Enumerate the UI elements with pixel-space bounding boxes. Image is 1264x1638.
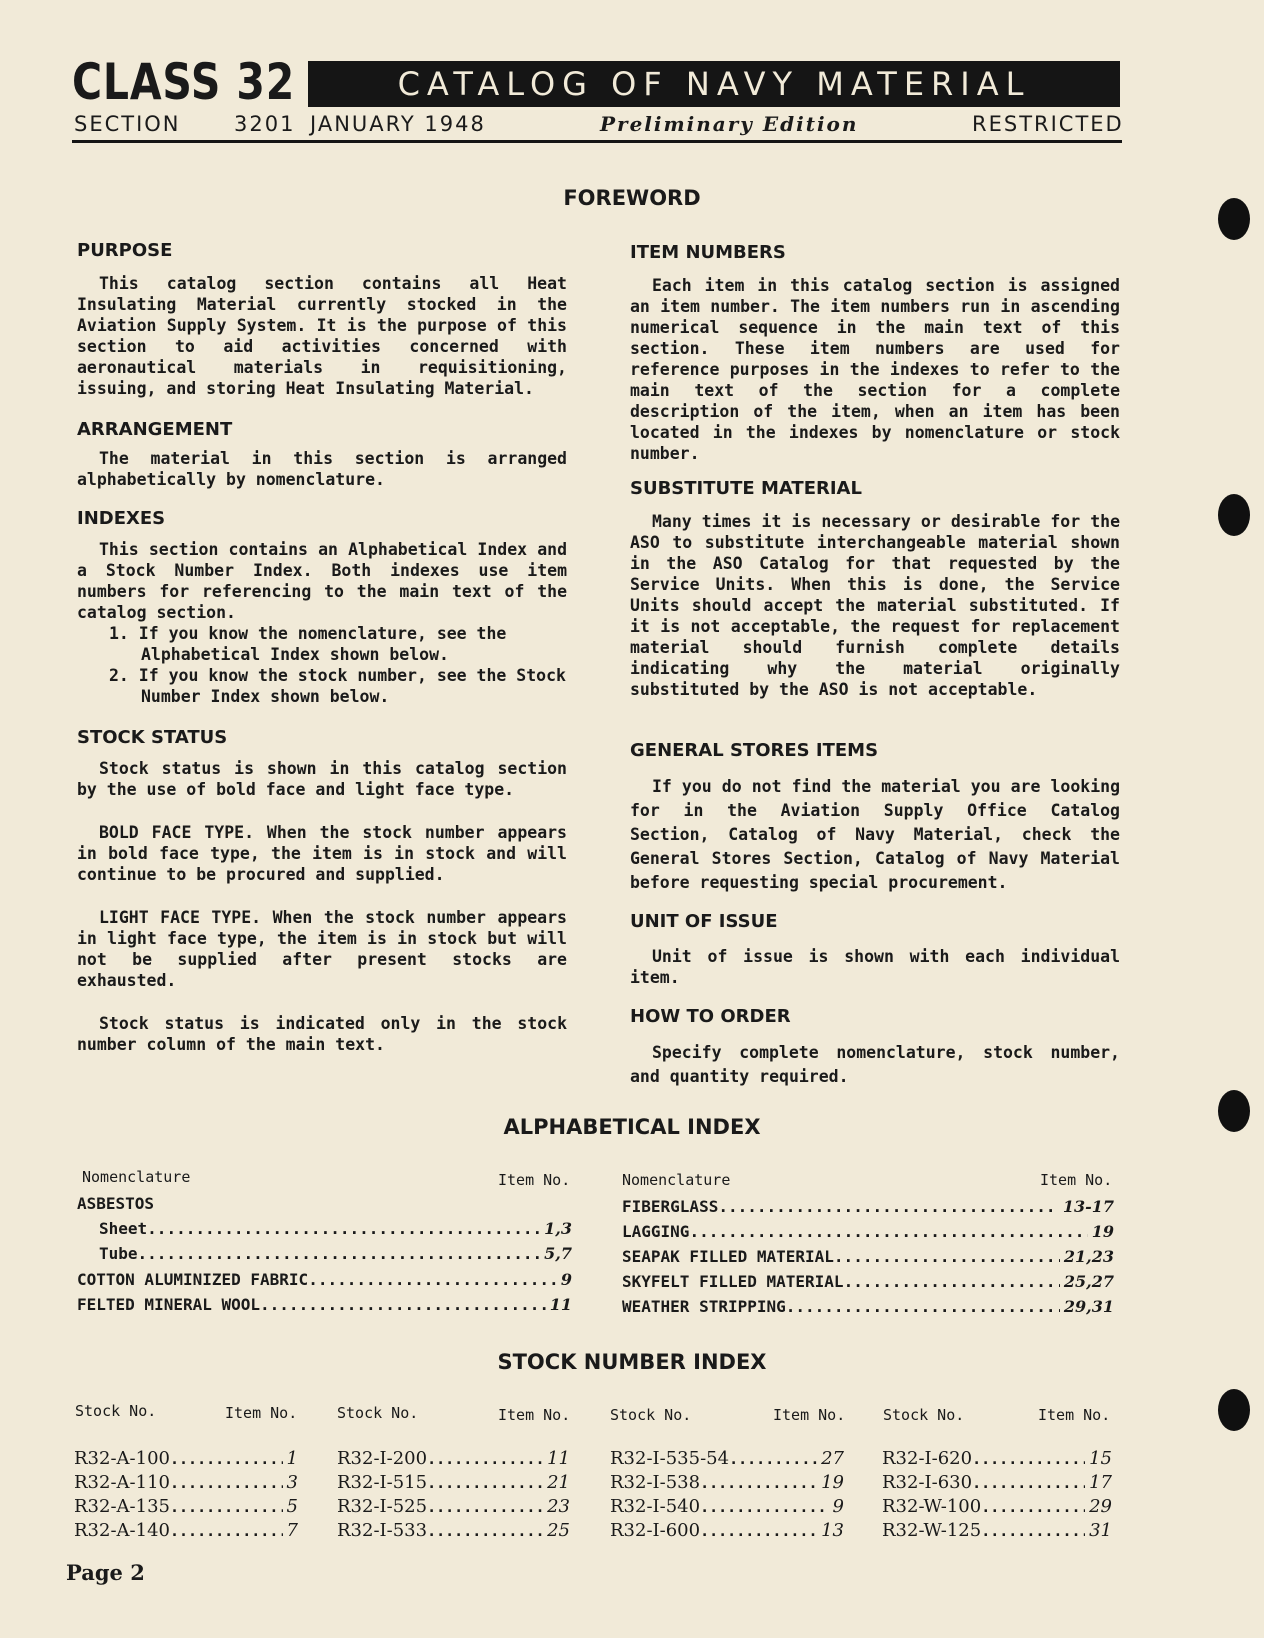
stock-entry: R32-W-100 ..... 29 bbox=[882, 1495, 1112, 1519]
purpose-heading: PURPOSE bbox=[77, 240, 173, 261]
stock-entry: R32-A-100 ..... 1 bbox=[74, 1447, 298, 1471]
index-entry: FELTED MINERAL WOOL ..... 11 bbox=[77, 1293, 572, 1317]
unit-of-issue-text: Unit of issue is shown with each individual item. bbox=[630, 947, 1120, 987]
index-entry: Sheet ..... 1,3 bbox=[99, 1217, 572, 1241]
substitute-heading: SUBSTITUTE MATERIAL bbox=[630, 478, 862, 499]
arrangement-heading: ARRANGEMENT bbox=[77, 419, 233, 440]
stock-entry: R32-I-525 ..... 23 bbox=[337, 1495, 570, 1519]
right-column bbox=[630, 242, 1120, 1089]
stock-col-item: Item No. bbox=[498, 1406, 571, 1424]
page-number: Page 2 bbox=[66, 1560, 145, 1585]
stock-entry: R32-A-110 ..... 3 bbox=[74, 1471, 298, 1495]
stock-entry: R32-I-538 ..... 19 bbox=[610, 1471, 844, 1495]
index-entry: SKYFELT FILLED MATERIAL ..... 25,27 bbox=[622, 1270, 1114, 1294]
alpha-col-item: Item No. bbox=[1040, 1171, 1113, 1189]
stock-col-item: Item No. bbox=[1038, 1406, 1111, 1424]
stock-entry: R32-W-125 ..... 31 bbox=[882, 1519, 1112, 1543]
stock-status-heading: STOCK STATUS bbox=[77, 727, 228, 748]
punch-hole bbox=[1218, 1389, 1250, 1431]
bold-face-text: BOLD FACE TYPE. When the stock number appears in bold face type, the item is in stock and will continue to be procured and supplied. bbox=[77, 823, 567, 884]
stock-col-stock: Stock No. bbox=[75, 1402, 157, 1420]
index-entry: LAGGING ..... 19 bbox=[622, 1220, 1114, 1244]
stock-entry: R32-I-515 ..... 21 bbox=[337, 1471, 570, 1495]
arrangement-text: The material in this section is arranged alphabetically by nomenclature. bbox=[77, 449, 567, 489]
substitute-text: Many times it is necessary or desirable for the ASO to substitute interchangeable material shown in the ASO Catalog for that requested by the Service Units. When this is done, the Service Units should accept the material substituted. If it is not acceptable, the request for replacement material should furnish complete details indicating why the material originally substituted by the ASO is not acceptable. bbox=[630, 512, 1120, 699]
stock-entry: R32-I-620 ..... 15 bbox=[882, 1447, 1112, 1471]
index-entry: SEAPAK FILLED MATERIAL ..... 21,23 bbox=[622, 1245, 1114, 1269]
section-label: SECTION bbox=[74, 112, 181, 136]
class-title: CLASS 32 bbox=[72, 53, 296, 111]
light-face-text: LIGHT FACE TYPE. When the stock number appears in light face type, the item is in stock but will not be supplied after present stocks are exhausted. bbox=[77, 908, 567, 990]
stock-col-item: Item No. bbox=[225, 1404, 298, 1422]
general-stores-heading: GENERAL STORES ITEMS bbox=[630, 740, 879, 761]
purpose-text: This catalog section contains all Heat Insulating Material currently stocked in the Aviation Supply System. It is the purpose of this section to aid activities concerned with aeronautical materials in requisitioning, issuing, and storing Heat Insulating Material. bbox=[77, 274, 567, 398]
stock-col-stock: Stock No. bbox=[610, 1406, 692, 1424]
classification-label: RESTRICTED bbox=[972, 112, 1124, 136]
section-number: 3201 bbox=[234, 112, 296, 136]
list-item: 1. If you know the nomenclature, see the Alphabetical Index shown below. bbox=[109, 624, 507, 664]
foreword-title: FOREWORD bbox=[563, 186, 701, 210]
stock-entry: R32-I-540 ..... 9 bbox=[610, 1495, 844, 1519]
index-entry: WEATHER STRIPPING ..... 29,31 bbox=[622, 1295, 1114, 1319]
item-numbers-heading: ITEM NUMBERS bbox=[630, 242, 786, 263]
general-stores-text: If you do not find the material you are looking for in the Aviation Supply Office Catalog Section, Catalog of Navy Material, check the General Stores Section, Catalog of Navy Material before requesting special procurement. bbox=[630, 777, 1120, 892]
stock-status-note: Stock status is indicated only in the stock number column of the main text. bbox=[77, 1014, 567, 1054]
unit-of-issue-heading: UNIT OF ISSUE bbox=[630, 911, 778, 932]
stock-col-stock: Stock No. bbox=[337, 1404, 419, 1422]
stock-entry: R32-I-535-54 ..... 27 bbox=[610, 1447, 844, 1471]
item-numbers-text: Each item in this catalog section is assigned an item number. The item numbers run in ascending numerical sequence in the main text of this section. These item numbers are used for reference purposes in the indexes to refer to the main text of the section for a complete description of the item, when an item has been located in the indexes by nomenclature or stock number. bbox=[630, 276, 1120, 463]
indexes-heading: INDEXES bbox=[77, 508, 166, 529]
index-entry: ASBESTOS bbox=[77, 1194, 155, 1213]
issue-date: JANUARY 1948 bbox=[310, 112, 486, 136]
alpha-col-nomenclature: Nomenclature bbox=[622, 1171, 731, 1189]
alphabetical-index-title: ALPHABETICAL INDEX bbox=[503, 1115, 761, 1139]
index-entry: Tube ..... 5,7 bbox=[99, 1242, 572, 1266]
alpha-col-item: Item No. bbox=[498, 1171, 571, 1189]
index-entry: FIBERGLASS ..... 13-17 bbox=[622, 1195, 1114, 1219]
indexes-text: This section contains an Alphabetical Index and a Stock Number Index. Both indexes use item numbers for referencing to the main text of the catalog section. bbox=[77, 540, 567, 622]
stock-col-stock: Stock No. bbox=[883, 1406, 965, 1424]
punch-hole bbox=[1218, 494, 1250, 536]
alpha-col-nomenclature: Nomenclature bbox=[82, 1168, 191, 1186]
stock-status-text: Stock status is shown in this catalog section by the use of bold face and light face type. bbox=[77, 759, 567, 799]
stock-entry: R32-I-200 ..... 11 bbox=[337, 1447, 570, 1471]
stock-col-item: Item No. bbox=[773, 1406, 846, 1424]
stock-entry: R32-I-630 ..... 17 bbox=[882, 1471, 1112, 1495]
stock-entry: R32-I-600 ..... 13 bbox=[610, 1519, 844, 1543]
header-rule bbox=[72, 140, 1122, 143]
list-item: 2. If you know the stock number, see the Stock Number Index shown below. bbox=[109, 666, 566, 706]
stock-number-index-title: STOCK NUMBER INDEX bbox=[497, 1350, 767, 1374]
index-entry: COTTON ALUMINIZED FABRIC ..... 9 bbox=[77, 1268, 572, 1292]
how-to-order-heading: HOW TO ORDER bbox=[630, 1006, 791, 1027]
catalog-banner: CATALOG OF NAVY MATERIAL bbox=[308, 61, 1120, 107]
how-to-order-text: Specify complete nomenclature, stock number, and quantity required. bbox=[630, 1043, 1120, 1086]
stock-entry: R32-A-135 ..... 5 bbox=[74, 1495, 298, 1519]
edition-label: Preliminary Edition bbox=[600, 112, 859, 136]
left-column bbox=[77, 240, 567, 1055]
indexes-list bbox=[77, 623, 567, 707]
stock-entry: R32-I-533 ..... 25 bbox=[337, 1519, 570, 1543]
stock-entry: R32-A-140 ..... 7 bbox=[74, 1519, 298, 1543]
